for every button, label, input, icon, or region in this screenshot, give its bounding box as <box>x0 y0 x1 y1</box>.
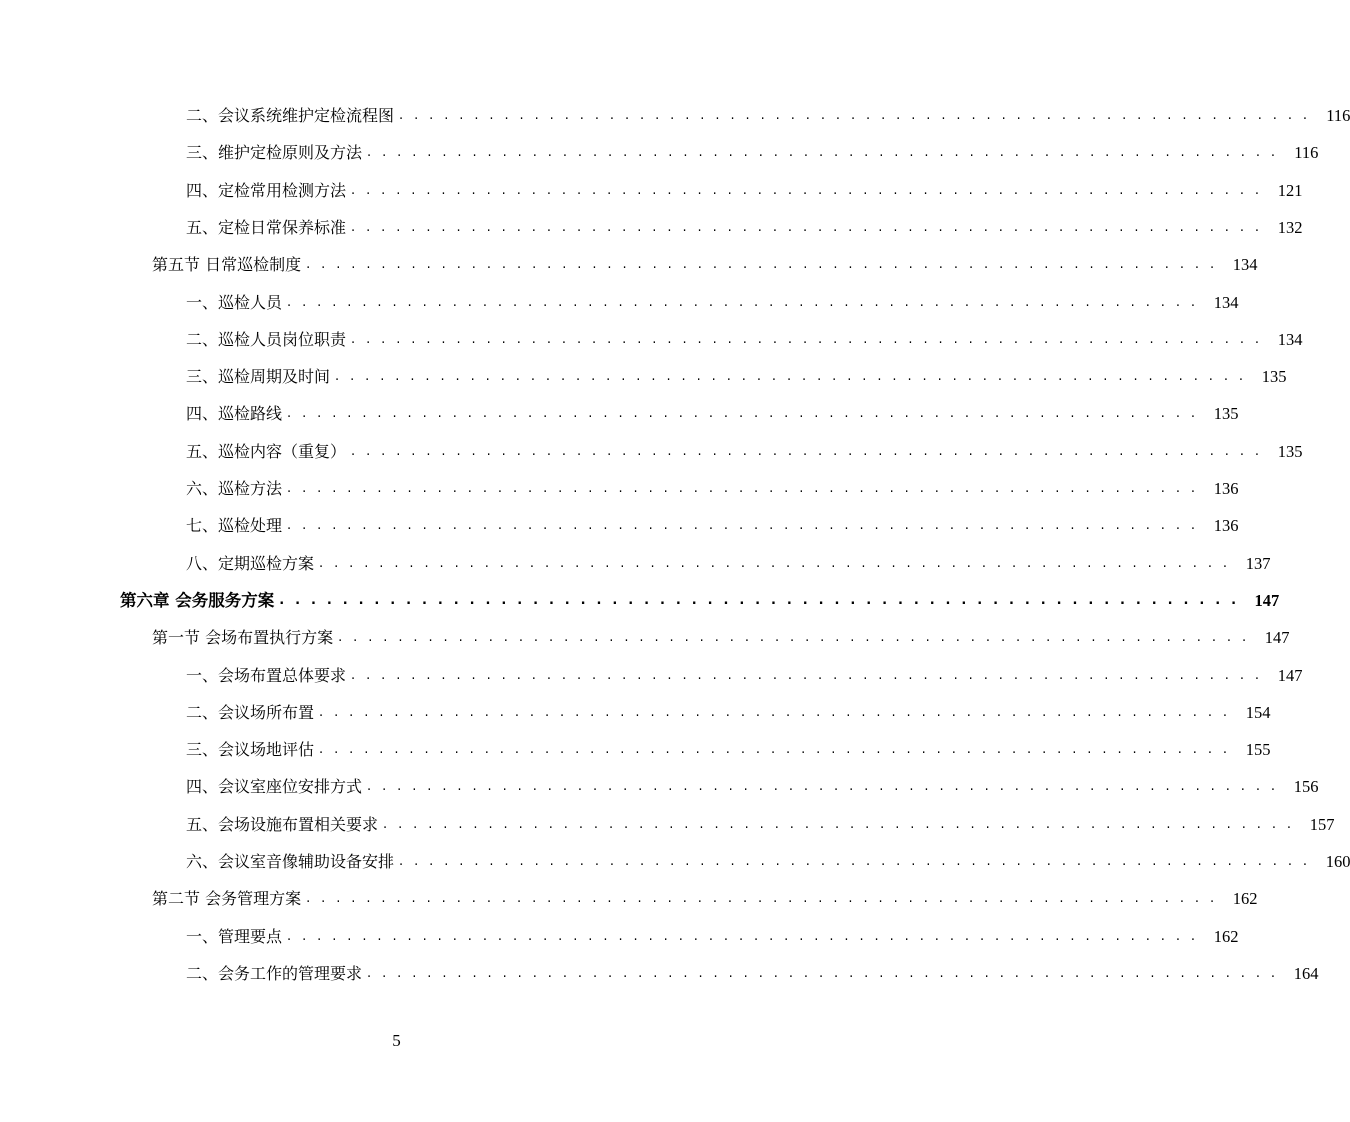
toc-entry-page: 154 <box>1245 702 1271 722</box>
toc-entry[interactable] <box>0 846 1350 872</box>
toc-entry[interactable] <box>0 883 1258 909</box>
toc-entry[interactable] <box>0 697 1271 723</box>
toc-entry-label: 三、巡检周期及时间 <box>186 367 331 387</box>
toc-dot-leader: . . . . . . . . . . . . . . . . . . . . . . . . . . . . . . . . . . . . . . . . . . . . . . . . . . . . . . . . . . . . . <box>287 518 1199 534</box>
toc-entry-label: 二、巡检人员岗位职责 <box>186 329 347 349</box>
toc-entry-page: 160 <box>1325 852 1350 871</box>
toc-entry-label: 五、定检日常保养标准 <box>186 217 347 237</box>
toc-entry-label: 四、定检常用检测方法 <box>186 180 347 200</box>
toc-entry-page: 164 <box>1293 963 1319 983</box>
toc-entry-page: 134 <box>1213 292 1239 312</box>
toc-entry[interactable] <box>0 473 1239 499</box>
toc-dot-leader: . . . . . . . . . . . . . . . . . . . . . . . . . . . . . . . . . . . . . . . . . . . . . . . . . . . . . . . . . . . . . <box>351 219 1263 235</box>
toc-entry[interactable] <box>0 287 1239 313</box>
toc-dot-leader: . . . . . . . . . . . . . . . . . . . . . . . . . . . . . . . . . . . . . . . . . . . . . . . . . . . . . . . . . . . . . <box>319 742 1231 758</box>
toc-entry-page: 132 <box>1277 217 1303 237</box>
toc-entry[interactable] <box>0 137 1319 163</box>
toc-entry-label: 四、巡检路线 <box>186 404 283 424</box>
toc-entry-label: 一、管理要点 <box>186 926 283 946</box>
toc-dot-leader: . . . . . . . . . . . . . . . . . . . . . . . . . . . . . . . . . . . . . . . . . . . . . . . . . . . . . . . . . . . . . <box>351 443 1263 459</box>
toc-entry-label: 一、巡检人员 <box>186 292 283 312</box>
toc-entry-label: 第五节 日常巡检制度 <box>152 255 302 275</box>
toc-dot-leader: . . . . . . . . . . . . . . . . . . . . . . . . . . . . . . . . . . . . . . . . . . . . . . . . . . . . . . . . . . . . . <box>287 294 1199 310</box>
toc-entry-label: 二、会议系统维护定检流程图 <box>186 106 395 125</box>
toc-entry[interactable] <box>0 958 1319 984</box>
toc-entry-label: 第二节 会务管理方案 <box>152 889 302 909</box>
toc-entry-page: 157 <box>1309 814 1335 834</box>
toc-entry[interactable] <box>0 249 1258 275</box>
toc-entry-label: 第一节 会场布置执行方案 <box>152 628 334 648</box>
toc-dot-leader: . . . . . . . . . . . . . . . . . . . . . . . . . . . . . . . . . . . . . . . . . . . . . . . . . . . . . . . . . . . . . <box>367 965 1279 981</box>
toc-entry-page: 162 <box>1232 889 1258 909</box>
toc-entry-page: 147 <box>1254 590 1280 610</box>
toc-dot-leader: . . . . . . . . . . . . . . . . . . . . . . . . . . . . . . . . . . . . . . . . . . . . . . . . . . . . . . . . . . . . . <box>399 854 1311 869</box>
toc-dot-leader: . . . . . . . . . . . . . . . . . . . . . . . . . . . . . . . . . . . . . . . . . . . . . . . . . . . . . . . . . . . . . <box>367 779 1279 795</box>
toc-dot-leader: . . . . . . . . . . . . . . . . . . . . . . . . . . . . . . . . . . . . . . . . . . . . . . . . . . . . . . . . . . . . . <box>306 891 1218 907</box>
toc-dot-leader: . . . . . . . . . . . . . . . . . . . . . . . . . . . . . . . . . . . . . . . . . . . . . . . . . . . . . . . . . . . . . <box>338 630 1250 646</box>
toc-entry-label: 三、会议场地评估 <box>186 740 315 760</box>
toc-entry-page: 147 <box>1264 628 1290 648</box>
toc-entry-page: 121 <box>1277 180 1303 200</box>
toc-entry[interactable] <box>0 212 1303 238</box>
toc-dot-leader: . . . . . . . . . . . . . . . . . . . . . . . . . . . . . . . . . . . . . . . . . . . . . . . . . . . . . . . . . . . . . <box>287 928 1199 944</box>
toc-entry[interactable] <box>0 771 1319 797</box>
toc-entry-page: 147 <box>1277 665 1303 685</box>
toc-entry[interactable] <box>0 436 1303 462</box>
toc-dot-leader: . . . . . . . . . . . . . . . . . . . . . . . . . . . . . . . . . . . . . . . . . . . . . . . . . . . . . . . . . . . . . <box>399 108 1311 123</box>
toc-dot-leader: . . . . . . . . . . . . . . . . . . . . . . . . . . . . . . . . . . . . . . . . . . . . . . . . . . . . . . . . . . . . . <box>335 369 1247 385</box>
toc-entry-page: 137 <box>1245 553 1271 573</box>
toc-entry-label: 二、会务工作的管理要求 <box>186 963 363 983</box>
toc-entry-page: 135 <box>1213 404 1239 424</box>
toc-entry-page: 134 <box>1277 329 1303 349</box>
toc-dot-leader: . . . . . . . . . . . . . . . . . . . . . . . . . . . . . . . . . . . . . . . . . . . . . . . . . . . . . . . . . . . . . <box>319 555 1231 571</box>
toc-entry-page: 162 <box>1213 926 1239 946</box>
toc-dot-leader: . . . . . . . . . . . . . . . . . . . . . . . . . . . . . . . . . . . . . . . . . . . . . . . . . . . . . . . . . . . . . <box>287 406 1199 422</box>
toc-entry[interactable] <box>0 175 1303 201</box>
toc-entry-label: 五、巡检内容（重复） <box>186 441 347 461</box>
toc-dot-leader: . . . . . . . . . . . . . . . . . . . . . . . . . . . . . . . . . . . . . . . . . . . . . . . . . . . . . . . . . . . . . <box>287 481 1199 496</box>
toc-dot-leader: . . . . . . . . . . . . . . . . . . . . . . . . . . . . . . . . . . . . . . . . . . . . . . . . . . . . . . . . . . . . . <box>319 704 1231 720</box>
toc-entry[interactable] <box>0 622 1290 648</box>
toc-entry-page: 135 <box>1277 441 1303 461</box>
toc-entry-page: 135 <box>1261 367 1287 387</box>
toc-entry-label: 七、巡检处理 <box>186 516 283 536</box>
toc-entry[interactable] <box>0 809 1335 835</box>
toc-entry-label: 四、会议室座位安排方式 <box>186 777 363 797</box>
toc-dot-leader: . . . . . . . . . . . . . . . . . . . . . . . . . . . . . . . . . . . . . . . . . . . . . . . . . . . . . . . . . . . . . <box>351 331 1263 347</box>
toc-entry-page: 136 <box>1213 516 1239 536</box>
toc-entry-label: 一、会场布置总体要求 <box>186 665 347 685</box>
toc-entry-page: 116 <box>1294 143 1319 163</box>
toc-entry[interactable] <box>0 510 1239 536</box>
toc-dot-leader: . . . . . . . . . . . . . . . . . . . . . . . . . . . . . . . . . . . . . . . . . . . . . . . . . . . . . . . . . . . . . <box>383 816 1295 832</box>
toc-entry[interactable] <box>0 361 1287 387</box>
toc-entry-page: 116 <box>1326 106 1350 125</box>
toc-entry-page: 155 <box>1245 740 1271 760</box>
toc-entry-label: 六、巡检方法 <box>186 479 283 498</box>
toc-entry[interactable] <box>0 324 1303 350</box>
toc-entry[interactable] <box>0 660 1303 686</box>
toc-dot-leader: . . . . . . . . . . . . . . . . . . . . . . . . . . . . . . . . . . . . . . . . . . . . . . . . . . . . . . . . . . . . . <box>351 182 1263 198</box>
toc-entry-label: 六、会议室音像辅助设备安排 <box>186 852 395 871</box>
toc-dot-leader: . . . . . . . . . . . . . . . . . . . . . . . . . . . . . . . . . . . . . . . . . . . . . . . . . . . . . . . . . . . . . <box>306 257 1218 273</box>
toc-entry-page: 134 <box>1232 255 1258 275</box>
toc-entry-label: 八、定期巡检方案 <box>186 553 315 573</box>
toc-entry[interactable] <box>0 100 1350 126</box>
toc-dot-leader: . . . . . . . . . . . . . . . . . . . . . . . . . . . . . . . . . . . . . . . . . . . . . . . . . . . . . . . . . . . . . <box>367 145 1279 161</box>
toc-entry[interactable] <box>0 548 1271 574</box>
toc-entry-page: 136 <box>1213 479 1239 498</box>
toc-entry-label: 第六章 会务服务方案 <box>120 590 275 610</box>
toc-entry[interactable] <box>0 585 1280 611</box>
toc-dot-leader: . . . . . . . . . . . . . . . . . . . . . . . . . . . . . . . . . . . . . . . . . . . . . . . . . . . . . . . . . . . . . <box>279 592 1240 608</box>
toc-entry-label: 三、维护定检原则及方法 <box>186 143 363 163</box>
page-number: 5 <box>392 1031 401 1050</box>
toc-entry-page: 156 <box>1293 777 1319 797</box>
toc-entry[interactable] <box>0 734 1271 760</box>
toc-entry-label: 五、会场设施布置相关要求 <box>186 814 379 834</box>
toc-entry-label: 二、会议场所布置 <box>186 702 315 722</box>
toc-entry[interactable] <box>0 921 1239 947</box>
toc-dot-leader: . . . . . . . . . . . . . . . . . . . . . . . . . . . . . . . . . . . . . . . . . . . . . . . . . . . . . . . . . . . . . <box>351 667 1263 683</box>
toc-entry[interactable] <box>0 398 1239 424</box>
